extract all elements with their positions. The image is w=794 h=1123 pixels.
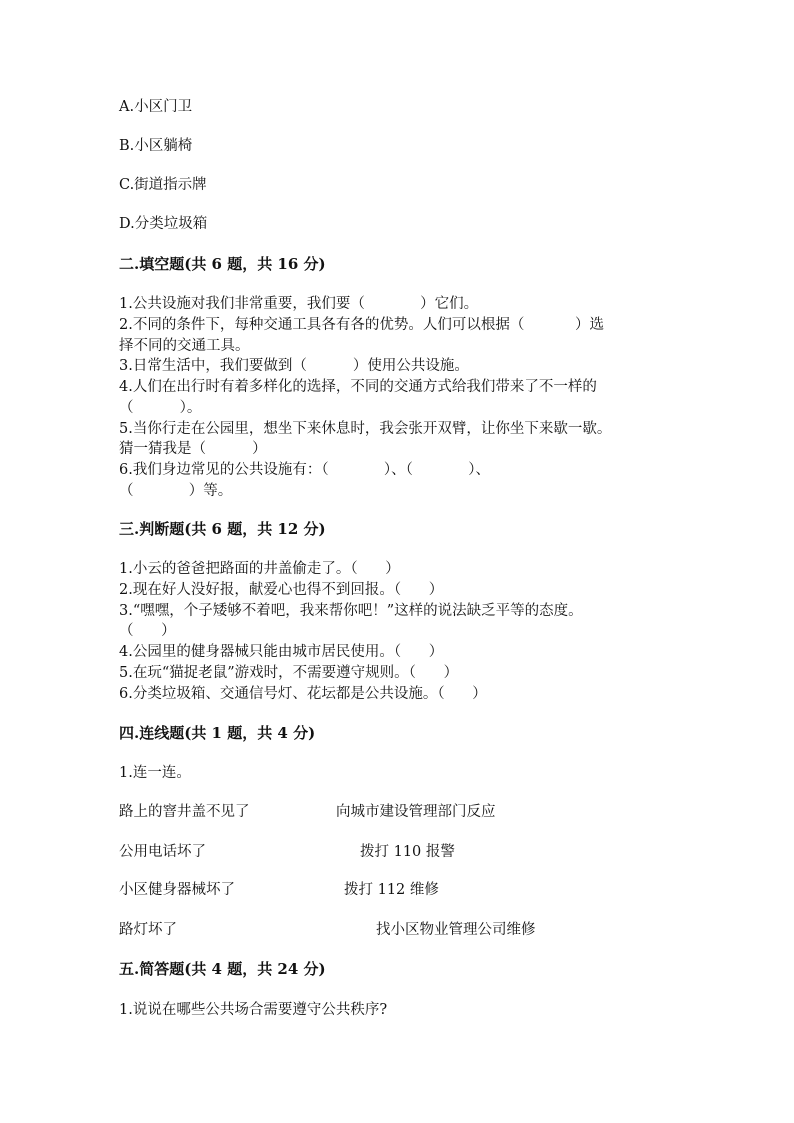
true-false-line: 2.现在好人没好报，献爱心也得不到回报。（ ） <box>119 582 444 598</box>
fill-blank-line: 猜一猜我是（ ） <box>119 441 267 457</box>
matching-right-item: 找小区物业管理公司维修 <box>376 922 536 938</box>
fill-blank-line: （ ）等。 <box>119 483 233 499</box>
option-c: C.街道指示牌 <box>119 177 207 193</box>
short-answer-question: 1.说说在哪些公共场合需要遵守公共秩序? <box>119 1002 388 1018</box>
true-false-line: 6.分类垃圾箱、交通信号灯、花坛都是公共设施。（ ） <box>119 686 487 702</box>
matching-left-item: 小区健身器械坏了 <box>119 882 235 898</box>
true-false-line: 3.“嘿嘿，个子矮够不着吧，我来帮你吧！”这样的说法缺乏平等的态度。 <box>119 603 583 619</box>
true-false-line: 4.公园里的健身器械只能由城市居民使用。（ ） <box>119 644 444 660</box>
option-a: A.小区门卫 <box>119 99 193 115</box>
matching-right-item: 拨打 110 报警 <box>360 844 455 860</box>
fill-blank-line: 2.不同的条件下，每种交通工具各有各的优势。人们可以根据（ ）选 <box>119 317 605 333</box>
matching-right-item: 向城市建设管理部门反应 <box>336 804 496 820</box>
true-false-line: 5.在玩“猫捉老鼠”游戏时，不需要遵守规则。（ ） <box>119 665 459 681</box>
section-heading-fill-blank: 二.填空题(共 6 题，共 16 分) <box>119 255 326 273</box>
matching-left-item: 路上的窨井盖不见了 <box>119 804 250 820</box>
option-b: B.小区躺椅 <box>119 138 193 154</box>
matching-right-item: 拨打 112 维修 <box>344 882 439 898</box>
fill-blank-line: 6.我们身边常见的公共设施有：（ ）、（ ）、 <box>119 462 490 478</box>
section-heading-true-false: 三.判断题(共 6 题，共 12 分) <box>119 520 326 538</box>
true-false-line: 1.小云的爸爸把路面的井盖偷走了。（ ） <box>119 561 400 577</box>
fill-blank-line: 1.公共设施对我们非常重要，我们要（ ）它们。 <box>119 296 479 312</box>
fill-blank-line: 3.日常生活中，我们要做到（ ）使用公共设施。 <box>119 358 469 374</box>
fill-blank-line: （ ）。 <box>119 400 202 416</box>
true-false-line: （ ） <box>119 623 176 639</box>
option-d: D.分类垃圾箱 <box>119 216 208 232</box>
fill-blank-line: 4.人们在出行时有着多样化的选择，不同的交通方式给我们带来了不一样的 <box>119 379 597 395</box>
section-heading-short-answer: 五.简答题(共 4 题，共 24 分) <box>119 960 326 978</box>
section-heading-matching: 四.连线题(共 1 题，共 4 分) <box>119 724 316 742</box>
fill-blank-line: 择不同的交通工具。 <box>119 338 250 354</box>
fill-blank-line: 5.当你行走在公园里，想坐下来休息时，我会张开双臂，让你坐下来歇一歇。 <box>119 421 612 437</box>
matching-left-item: 路灯坏了 <box>119 922 177 938</box>
matching-left-item: 公用电话坏了 <box>119 844 206 860</box>
matching-question: 1.连一连。 <box>119 765 191 781</box>
